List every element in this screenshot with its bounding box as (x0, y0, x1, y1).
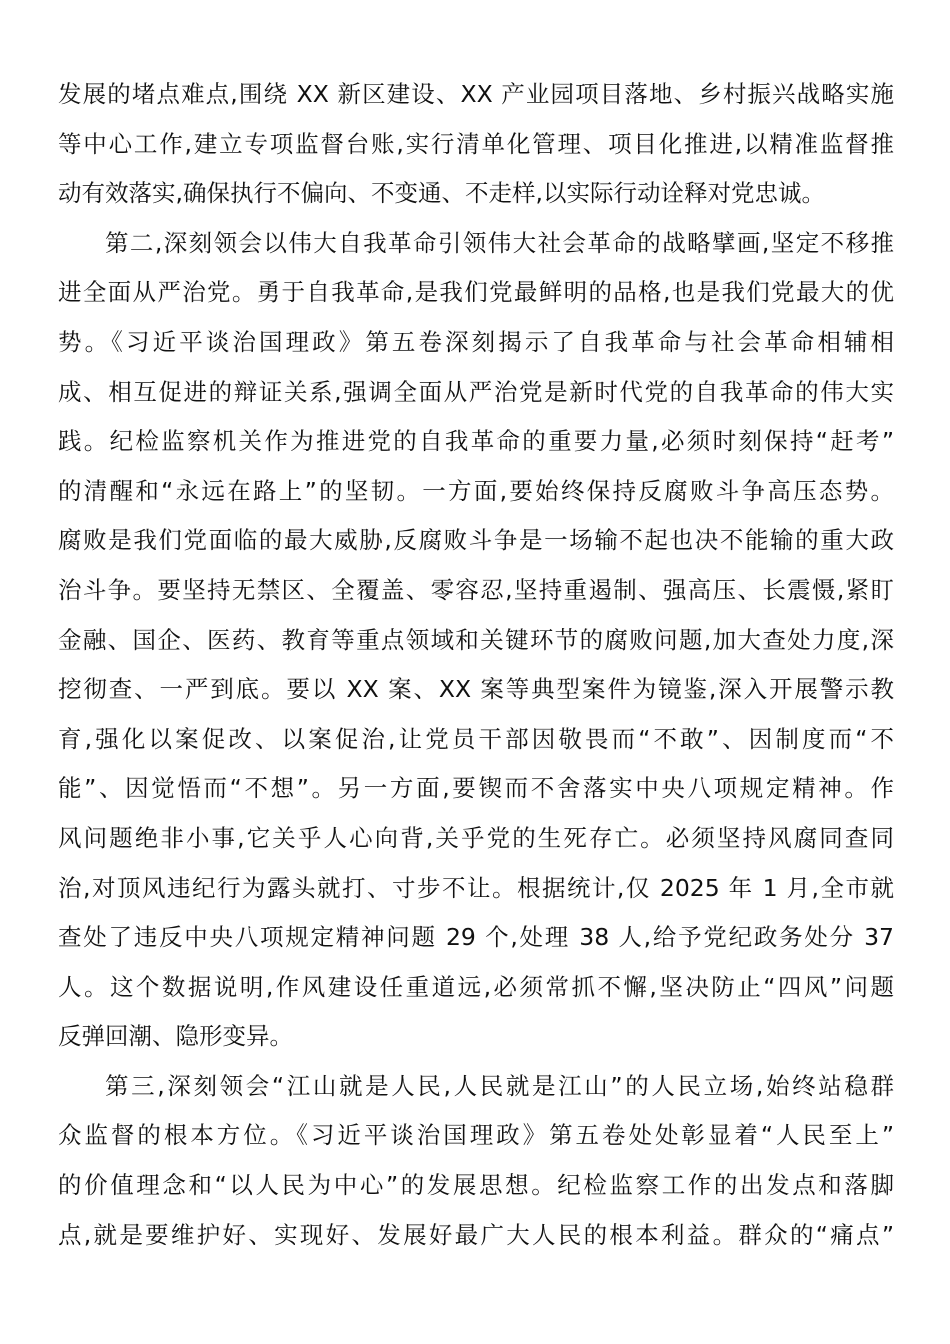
text-line: 众监督的根本方位。《习近平谈治国理政》第五卷处处彰显着“人民至上” (58, 1121, 894, 1150)
text-line: 势。《习近平谈治国理政》第五卷深刻揭示了自我革命与社会革命相辅相 (58, 327, 894, 356)
paragraph-start-line: 第三,深刻领会“江山就是人民,人民就是江山”的人民立场,始终站稳群 (105, 1071, 894, 1100)
text-line: 腐败是我们党面临的最大威胁,反腐败斗争是一场输不起也决不能输的重大政 (58, 526, 894, 555)
text-line: 育,强化以案促改、以案促治,让党员干部因敬畏而“不敢”、因制度而“不 (58, 724, 894, 753)
text-line: 的清醒和“永远在路上”的坚韧。一方面,要始终保持反腐败斗争高压态势。 (58, 476, 894, 505)
document-body (58, 70, 894, 1260)
text-line: 进全面从严治党。勇于自我革命,是我们党最鲜明的品格,也是我们党最大的优 (58, 278, 894, 307)
text-line: 治斗争。要坚持无禁区、全覆盖、零容忍,坚持重遏制、强高压、长震慑,紧盯 (58, 575, 894, 604)
text-line: 人。这个数据说明,作风建设任重道远,必须常抓不懈,坚决防止“四风”问题 (58, 972, 894, 1001)
text-line: 风问题绝非小事,它关乎人心向背,关乎党的生死存亡。必须坚持风腐同查同 (58, 823, 894, 852)
text-line: 践。纪检监察机关作为推进党的自我革命的重要力量,必须时刻保持“赶考” (58, 427, 894, 456)
paragraph-start-line: 第二,深刻领会以伟大自我革命引领伟大社会革命的战略擘画,坚定不移推 (105, 228, 894, 257)
text-line: 成、相互促进的辩证关系,强调全面从严治党是新时代党的自我革命的伟大实 (58, 377, 894, 406)
text-line: 查处了违反中央八项规定精神问题 29 个,处理 38 人,给予党纪政务处分 37 (58, 923, 894, 952)
text-line: 等中心工作,建立专项监督台账,实行清单化管理、项目化推进,以精准监督推 (58, 129, 894, 158)
text-line: 发展的堵点难点,围绕 XX 新区建设、XX 产业园项目落地、乡村振兴战略实施 (58, 80, 894, 108)
text-line: 的价值理念和“以人民为中心”的发展思想。纪检监察工作的出发点和落脚 (58, 1171, 894, 1200)
text-line: 动有效落实,确保执行不偏向、不变通、不走样,以实际行动诠释对党忠诚。 (58, 179, 825, 208)
text-line: 金融、国企、医药、教育等重点领域和关键环节的腐败问题,加大查处力度,深 (58, 625, 894, 654)
text-line: 反弹回潮、隐形变异。 (58, 1022, 293, 1051)
text-line: 挖彻查、一严到底。要以 XX 案、XX 案等典型案件为镜鉴,深入开展警示教 (58, 675, 894, 704)
text-line: 点,就是要维护好、实现好、发展好最广大人民的根本利益。群众的“痛点” (58, 1220, 894, 1249)
text-line: 治,对顶风违纪行为露头就打、寸步不让。根据统计,仅 2025 年 1 月,全市就 (58, 873, 894, 902)
text-line: 能”、因觉悟而“不想”。另一方面,要锲而不舍落实中央八项规定精神。作 (58, 774, 894, 803)
